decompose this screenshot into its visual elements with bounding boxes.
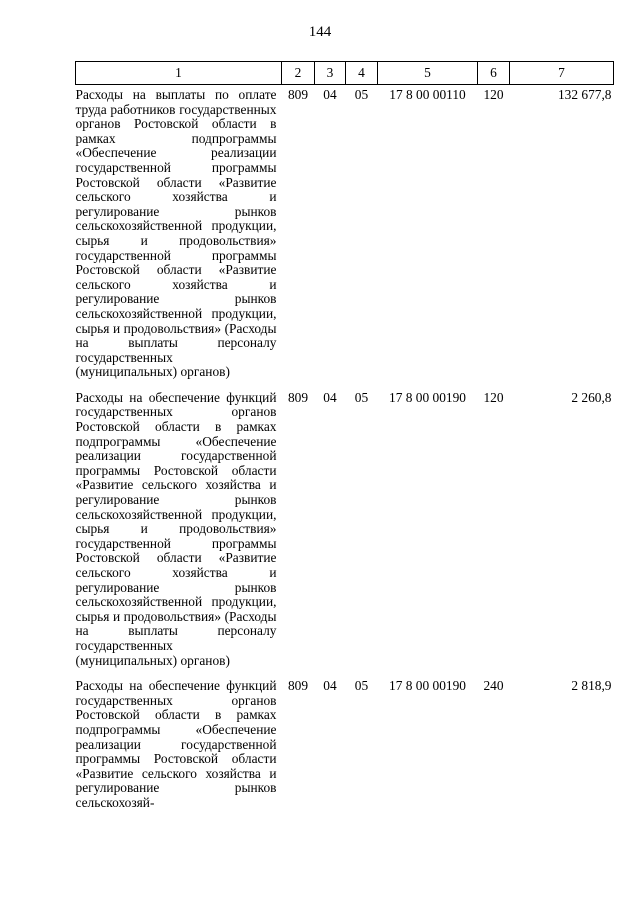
- row-section-code: 04: [323, 87, 337, 102]
- row-description: Расходы на обеспечение функций государственных органов Ростовской области в рамках подпрограммы «Обеспечение реализации государственной программы Ростовской области «Развитие сельского хозяйства и регулирование рынков сельскохозяйственной продукции, сырья и продовольствия» государственной программы Ростовской области «Развитие сельского хозяйства и регулирование рынков сельскохозяйственной продукции, сырья и продовольствия» (Расходы на выплаты персоналу государственных (муниципальных) органов): [75, 389, 277, 668]
- row-subsection-code: 05: [354, 87, 369, 102]
- header-col-7: 7: [510, 62, 614, 85]
- header-col-2: 2: [282, 62, 315, 85]
- row-amount: 132 677,8: [557, 87, 612, 102]
- table-row: [76, 85, 614, 388]
- row-target-article: 17 8 00 00110: [389, 87, 466, 102]
- table-row: [76, 676, 614, 818]
- row-ministry-code: 809: [287, 678, 309, 694]
- budget-table: [75, 61, 614, 819]
- table-header-row: [76, 62, 614, 85]
- header-col-3: 3: [315, 62, 346, 85]
- table-row: [76, 388, 614, 676]
- row-ministry-code: 809: [287, 87, 309, 102]
- page-number: 144: [308, 24, 332, 40]
- header-col-5: 5: [378, 62, 478, 85]
- row-section-code: 04: [323, 389, 337, 405]
- row-expense-type: 120: [483, 87, 504, 102]
- row-amount: 2 818,9: [571, 678, 612, 694]
- row-expense-type: 120: [483, 389, 504, 405]
- row-target-article: 17 8 00 00190: [389, 678, 466, 694]
- row-ministry-code: 809: [287, 389, 309, 405]
- row-target-article: 17 8 00 00190: [389, 389, 466, 405]
- row-section-code: 04: [323, 678, 337, 694]
- header-col-6: 6: [478, 62, 510, 85]
- row-amount: 2 260,8: [571, 389, 612, 405]
- header-col-1: 1: [76, 62, 282, 85]
- header-col-4: 4: [346, 62, 378, 85]
- row-subsection-code: 05: [354, 678, 369, 694]
- row-subsection-code: 05: [354, 389, 369, 405]
- row-description: Расходы на обеспечение функций государственных органов Ростовской области в рамках подпрограммы «Обеспечение реализации государственной программы Ростовской области «Развитие сельского хозяйства и регулирование рынков сельскохозяй-: [75, 678, 277, 810]
- row-expense-type: 240: [483, 678, 504, 694]
- row-description: Расходы на выплаты по оплате труда работников государственных органов Ростовской области в рамках подпрограммы «Обеспечение реализации государственной программы Ростовской области «Развитие сельского хозяйства и регулирование рынков сельскохозяйственной продукции, сырья и продовольствия» государственной программы Ростовской области «Развитие сельского хозяйства и регулирование рынков сельскохозяйственной продукции, сырья и продовольствия» (Расходы на выплаты персоналу государственных (муниципальных) органов): [75, 87, 277, 380]
